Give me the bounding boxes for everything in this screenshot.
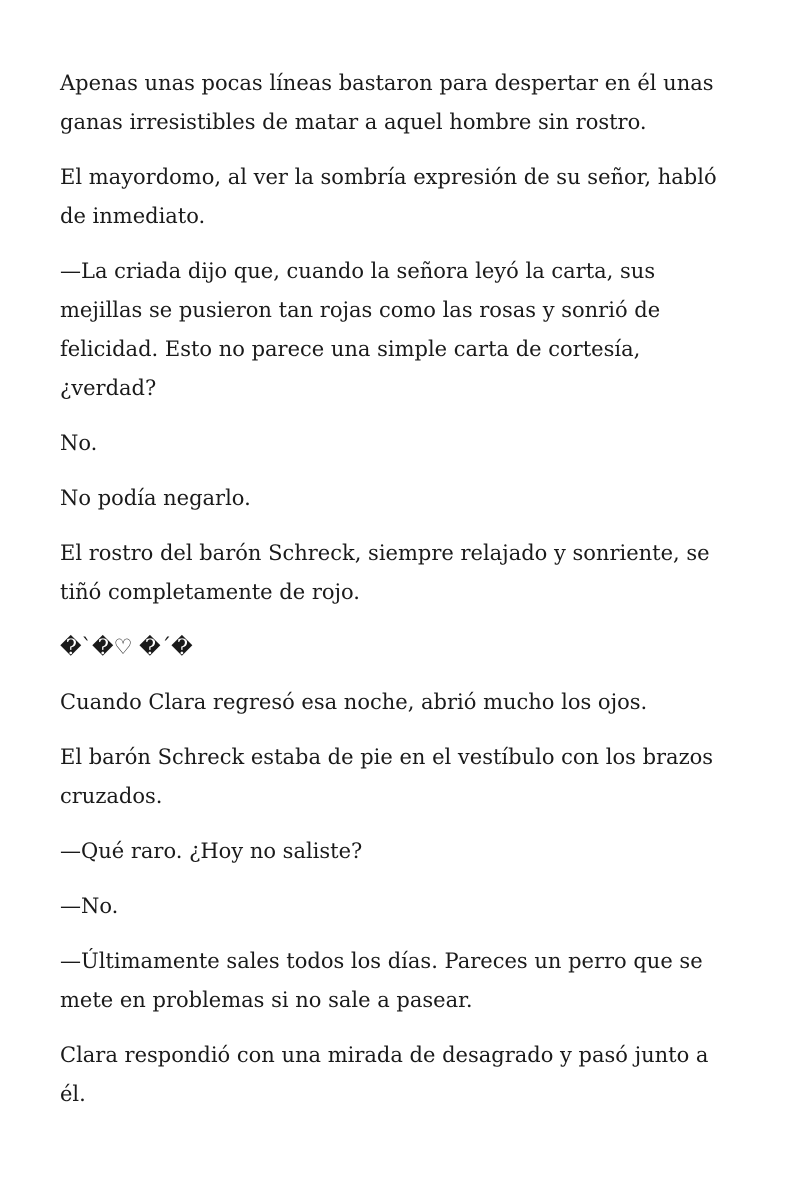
paragraph: El mayordomo, al ver la sombría expresión de su señor, habló de inmediato. — [60, 165, 717, 228]
paragraph: —Últimamente sales todos los días. Pareces un perro que se mete en problemas si no sale a pasear. — [60, 949, 703, 1012]
paragraph: No podía negarlo. — [60, 486, 251, 510]
paragraph: Cuando Clara regresó esa noche, abrió mucho los ojos. — [60, 690, 648, 714]
paragraph: —No. — [60, 894, 119, 918]
paragraph: No. — [60, 431, 98, 455]
paragraph: Clara respondió con una mirada de desagrado y pasó junto a él. — [60, 1043, 709, 1106]
paragraph: Apenas unas pocas líneas bastaron para despertar en él unas ganas irresistibles de matar a aquel hombre sin rostro. — [60, 71, 714, 134]
paragraph: El barón Schreck estaba de pie en el vestíbulo con los brazos cruzados. — [60, 745, 714, 808]
paragraph: —Qué raro. ¿Hoy no saliste? — [60, 839, 363, 863]
paragraph: El rostro del barón Schreck, siempre relajado y sonriente, se tiñó completamente de rojo. — [60, 541, 710, 604]
paragraph: —La criada dijo que, cuando la señora leyó la carta, sus mejillas se pusieron tan rojas como las rosas y sonrió de felicidad. Esto no parece una simple carta de cortesía, ¿verdad? — [60, 259, 661, 400]
scene-separator: �`�♡ �´� — [60, 635, 193, 659]
